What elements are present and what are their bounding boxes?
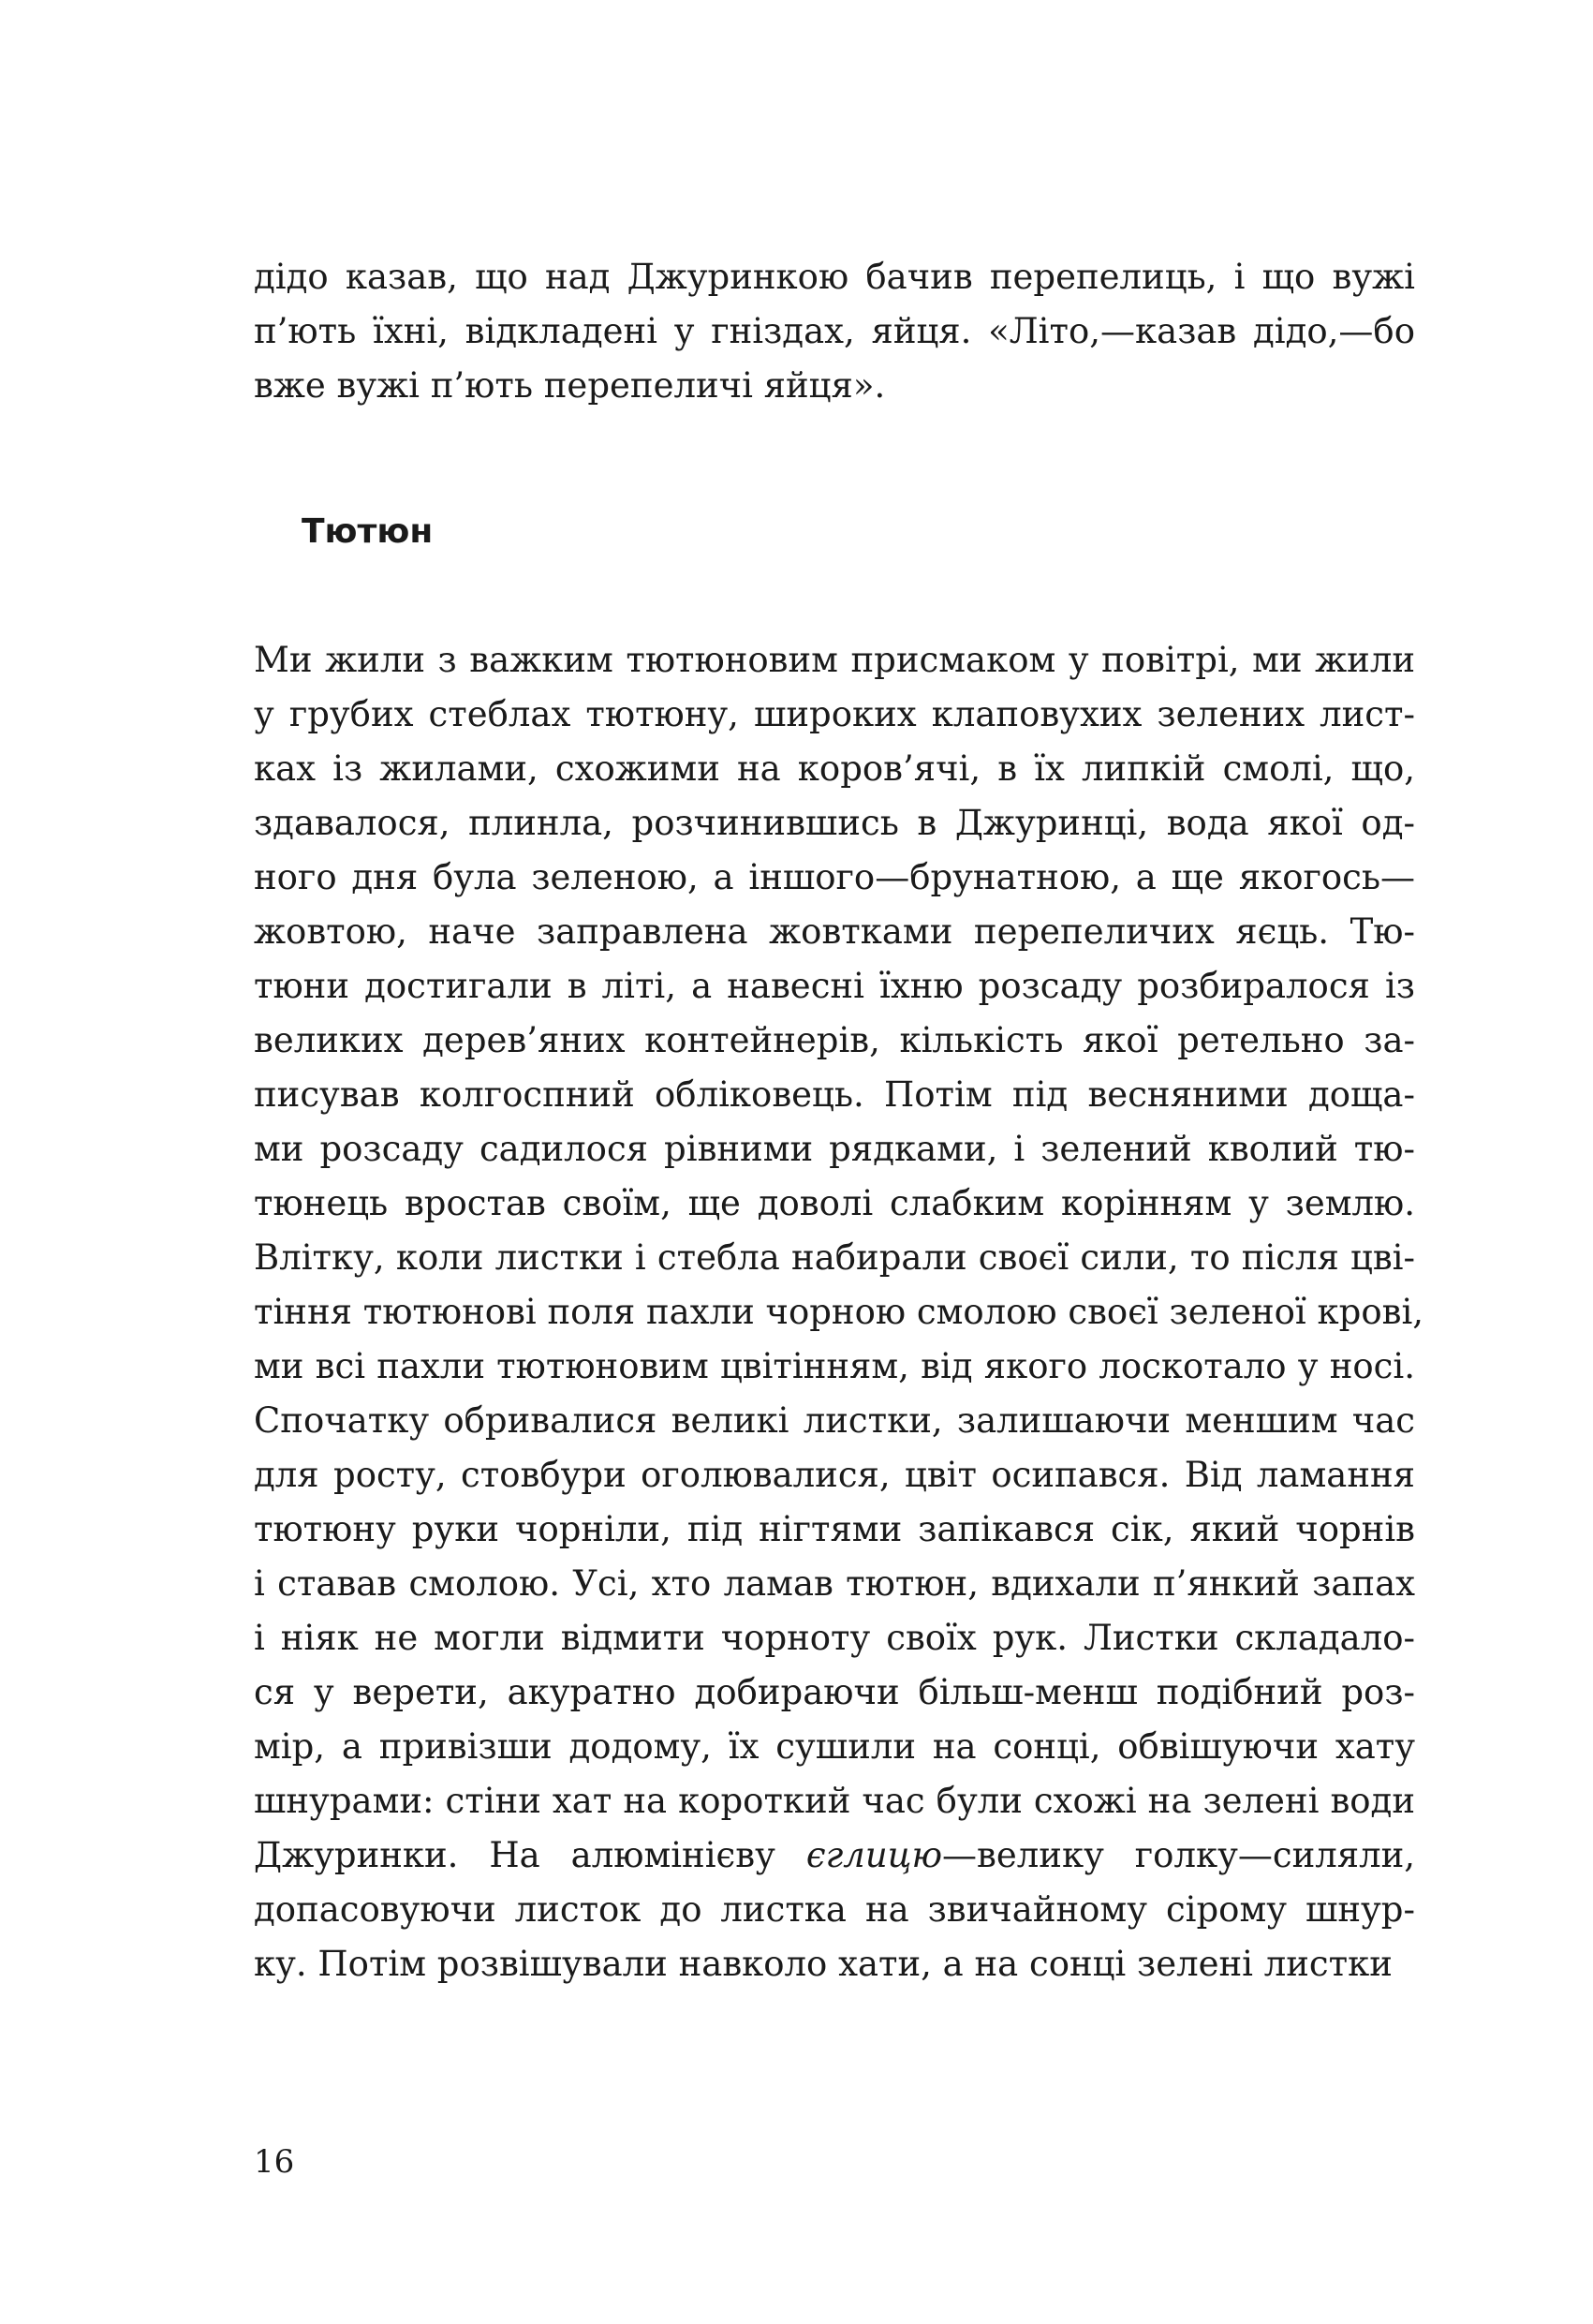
text-segment: —велику голку—силяли, [942,1835,1416,1875]
text-line-with-italic [254,1828,1415,1883]
text-line: допасовуючи листок до листка на звичайному сірому шнур- [254,1889,1415,1930]
page-number: 16 [254,2143,295,2181]
text-line: великих дерев’яних контейнерів, кількість якої ретельно за- [254,1020,1415,1060]
text-line: вже вужі п’ють перепеличі яйця». [254,365,886,406]
text-line: Ми жили з важким тютюновим присмаком у повітрі, ми жили [254,640,1415,680]
text-line: і ніяк не могли відмити чорноту своїх рук. Листки складало- [254,1618,1415,1658]
text-line: тютюну руки чорніли, під нігтями запікався сік, який чорнів [254,1509,1415,1549]
text-line: писував колгоспний обліковець. Потім під весняними доща- [254,1074,1415,1115]
italic-term: єглицю [805,1835,943,1875]
intro-paragraph [254,250,1415,413]
text-line: шнурами: стіни хат на короткий час були схожі на зелені води [254,1781,1415,1821]
text-segment: Джуринки. На алюмінієву [254,1835,806,1875]
text-line: здавалося, плинла, розчинившись в Джуринці, вода якої од- [254,803,1415,843]
text-line: ми всі пахли тютюновим цвітінням, від якого лоскотало у носі. [254,1346,1415,1386]
text-line: для росту, стовбури оголювалися, цвіт осипався. Від ламання [254,1455,1415,1495]
text-line: дідо казав, що над Джуринкою бачив перепелиць, і що вужі [254,257,1415,297]
text-line: тюнець вростав своїм, ще доволі слабким корінням у землю. [254,1183,1415,1223]
text-line: ся у верети, акуратно добираючи більш-менш подібний роз- [254,1672,1415,1712]
text-line: Спочатку обривалися великі листки, залишаючи меншим час [254,1400,1415,1441]
text-line: ного дня була зеленою, а іншого—брунатною, а ще якогось— [254,857,1415,897]
text-line: тюни достигали в літі, а навесні їхню розсаду розбиралося із [254,966,1415,1006]
text-line: мір, а привізши додому, їх сушили на сонці, обвішуючи хату [254,1726,1415,1767]
text-line: у грубих стеблах тютюну, широких клаповухих зелених лист- [254,694,1415,734]
text-line: п’ють їхні, відкладені у гніздах, яйця. «Літо,—казав дідо,—бо [254,311,1415,351]
body-paragraph [254,633,1424,1991]
text-line: ку. Потім розвішували навколо хати, а на сонці зелені листки [254,1944,1393,1984]
section-heading: Тютюн [302,512,434,551]
text-line: жовтою, наче заправлена жовтками перепеличих яєць. Тю- [254,911,1415,952]
text-line: ках із жилами, схожими на коров’ячі, в їх липкій смолі, що, [254,748,1415,789]
text-line: тіння тютюнові поля пахли чорною смолою своєї зеленої крові, [254,1292,1424,1332]
text-line: ми розсаду садилося рівними рядками, і зелений кволий тю- [254,1129,1415,1169]
text-line: і ставав смолою. Усі, хто ламав тютюн, вдихали п’янкий запах [254,1563,1415,1604]
text-line: Влітку, коли листки і стебла набирали своєї сили, то після цві- [254,1237,1415,1278]
